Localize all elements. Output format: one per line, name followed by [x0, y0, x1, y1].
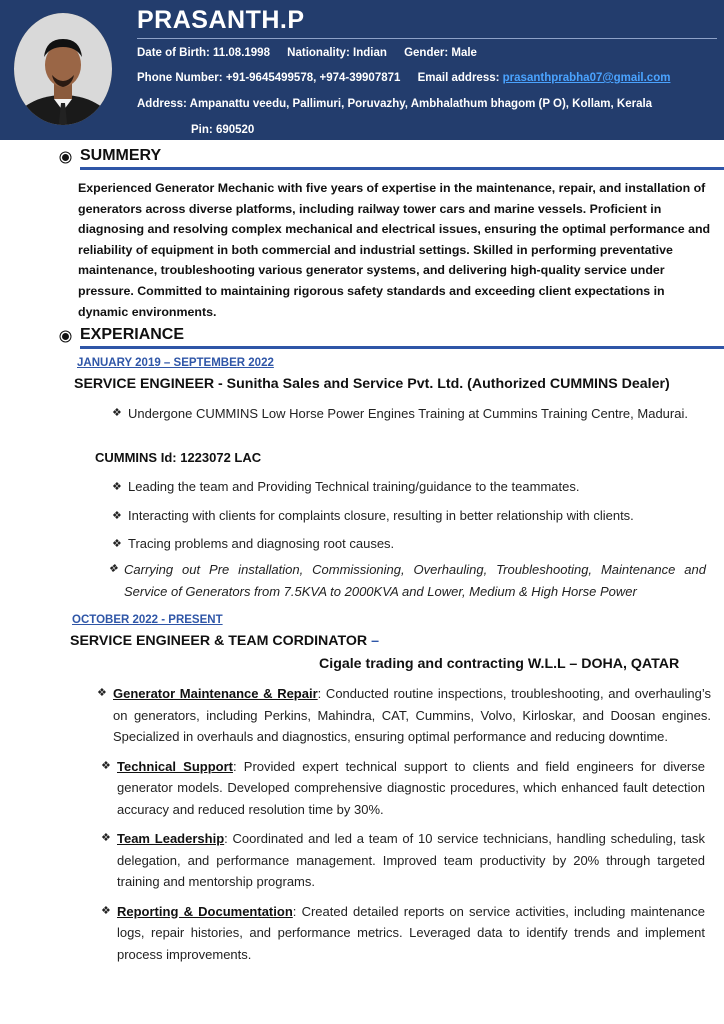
list-item	[101, 756, 705, 821]
email-label: Email address:	[417, 72, 500, 84]
address-line	[137, 98, 652, 110]
job2-title-text: SERVICE ENGINEER & TEAM CORDINATOR	[70, 633, 368, 649]
job2-title	[70, 633, 379, 649]
candidate-name: PRASANTH.P	[137, 6, 305, 34]
item-text: Provided expert technical support to clients and field engineers for diverse generator models. Developed comprehensive diagnostic procedures, which enhanced fault detection accuracy and reduced resolution time by 30%.	[117, 758, 705, 817]
list-item: ❖ Carrying out Pre installation, Commissioning, Overhauling, Troubleshooting, Maintenance and Service of Generators from 7.5KVA to 2000KVA and Lower, Medium & High Horse Power	[108, 559, 706, 602]
job1-training-list	[112, 403, 713, 424]
list-item	[101, 901, 705, 966]
item-sep: :	[292, 903, 297, 919]
phone-value: +91-9645499578, +974-39907871	[225, 72, 401, 84]
pin-line	[191, 124, 254, 136]
item-heading: Generator Maintenance & Repair	[113, 686, 318, 701]
contact-line	[137, 72, 670, 84]
dob-label: Date of Birth:	[137, 47, 210, 59]
item-sep: :	[317, 686, 322, 701]
job1-duties-list	[112, 473, 713, 559]
item-text: Conducted routine inspections, troubleshooting, and overhauling’s on generators, including Perkins, Mahindra, CAT, Cummins, Volvo, Kirloskar, and Doosan engines. Specialized in overhauls and diagnostics, ensuring optimal performance and reducing downtime.	[113, 686, 711, 744]
job1-italic-clip	[108, 559, 708, 604]
job1-title: SERVICE ENGINEER - Sunitha Sales and Service Pvt. Ltd. (Authorized CUMMINS Dealer)	[74, 376, 670, 392]
job1-dates[interactable]: JANUARY 2019 – SEPTEMBER 2022	[77, 357, 274, 369]
item-heading: Technical Support	[117, 758, 233, 774]
gender-label: Gender:	[404, 47, 449, 59]
summary-text: Experienced Generator Mechanic with five years of expertise in the maintenance, repair, and installation of generators across diverse platforms, including railway tower cars and marine vessels. Proficient in diagnosing and resolving complex mechanical and electrical issues, ensuring the optimal performance and reliability of equipment in both commercial and industrial settings. Skilled in performing preventative maintenance, troubleshooting various generator systems, and delivering high-quality service under pressure. Committed to maintaining rigorous safety standards and exceeding client expectations in dynamic environments.	[78, 181, 711, 319]
job2-dates[interactable]: OCTOBER 2022 - PRESENT	[72, 614, 223, 626]
list-item: ❖ Leading the team and Providing Technical training/guidance to the teammates.	[112, 473, 713, 502]
profile-photo	[14, 13, 112, 125]
pin-value: 690520	[215, 124, 255, 136]
dob-value: 11.08.1998	[213, 47, 270, 59]
section-underline	[80, 346, 724, 349]
item-sep: :	[224, 831, 228, 846]
job2-item-list	[97, 683, 711, 965]
list-item	[97, 683, 711, 748]
list-item: ❖ Interacting with clients for complaints closure, resulting in better relationship with clients.	[112, 502, 713, 531]
email-link[interactable]: prasanthprabha07@gmail.com	[502, 72, 671, 84]
experience-title: EXPERIANCE	[80, 326, 185, 343]
cummins-id: CUMMINS Id: 1223072 LAC	[95, 450, 262, 465]
bullet-dot-icon	[62, 154, 69, 161]
pin-label: Pin:	[191, 124, 213, 136]
item-sep: :	[233, 758, 237, 774]
item-text: Coordinated and led a team of 10 service technicians, handling scheduling, task delegation, and performance management. Improved team productivity by 20% through targeted training and mentorship programs.	[117, 831, 706, 889]
gender-value: Male	[451, 47, 477, 59]
nationality-label: Nationality:	[287, 47, 350, 59]
list-item: ❖ Tracing problems and diagnosing root causes.	[112, 530, 713, 559]
header-banner	[0, 0, 724, 140]
phone-label: Phone Number:	[137, 72, 223, 84]
section-underline	[80, 167, 724, 170]
item-heading: Team Leadership	[117, 831, 225, 846]
item-heading: Reporting & Documentation	[117, 903, 293, 919]
summary-title: SUMMERY	[80, 147, 162, 164]
job2-company: Cigale trading and contracting W.L.L – DOHA, QATAR	[319, 656, 680, 672]
bullet-dot-icon	[62, 333, 69, 340]
address-label: Address:	[137, 98, 187, 110]
name-divider	[137, 38, 717, 39]
personal-details-line	[137, 47, 477, 59]
job1-italic-list	[108, 559, 706, 602]
address-value: Ampanattu veedu, Pallimuri, Poruvazhy, Ambhalathum bhagom (P O), Kollam, Kerala	[189, 98, 653, 110]
job2-title-dash: –	[371, 633, 380, 649]
list-item: ❖ Undergone CUMMINS Low Horse Power Engines Training at Cummins Training Centre, Madurai.	[112, 403, 713, 424]
nationality-value: Indian	[353, 47, 387, 59]
item-text: Created detailed reports on service activities, including maintenance logs, repair histories, and performance metrics. Leveraged data to identify trends and implement process improvements.	[117, 903, 705, 962]
list-item	[101, 828, 705, 893]
